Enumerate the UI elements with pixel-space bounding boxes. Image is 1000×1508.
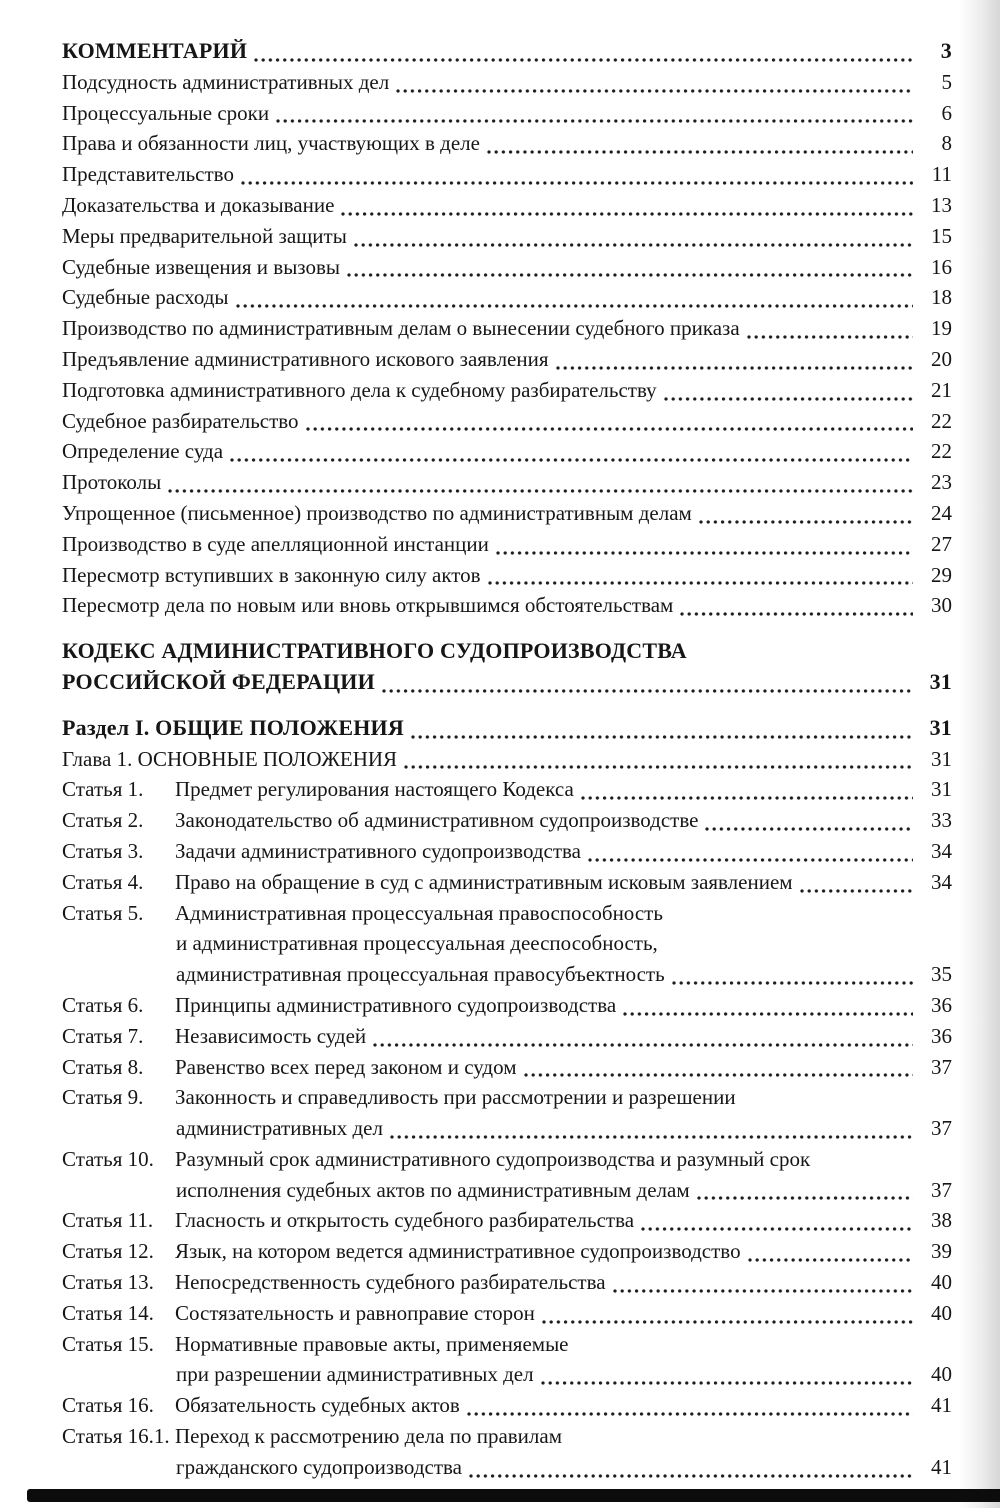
toc-section-razdel-1: [62, 713, 952, 1483]
toc: [62, 36, 952, 1483]
toc-page-number: 38: [931, 1208, 952, 1233]
toc-entry-number: Статья 12.: [62, 1239, 154, 1264]
toc-entry-title: Принципы административного судопроизводства: [175, 992, 617, 1017]
toc-entry-number: Статья 2.: [62, 808, 144, 833]
toc-entry-title: РОССИЙСКОЙ ФЕДЕРАЦИИ: [62, 668, 375, 694]
toc-entry-title: Протоколы: [62, 470, 162, 495]
toc-entry-title: Административная процессуальная правоспособность: [175, 900, 663, 925]
toc-entry-title: Процессуальные сроки: [62, 100, 270, 125]
toc-entry-title: Производство в суде апелляционной инстанции: [62, 531, 489, 556]
leader-dots: [705, 827, 913, 831]
toc-entry: [62, 1082, 952, 1144]
toc-page-number: 39: [931, 1239, 952, 1264]
leader-dots: [354, 243, 913, 247]
toc-entry-title: Подготовка административного дела к судебному разбирательству: [62, 377, 657, 402]
toc-page-number: 13: [931, 192, 952, 217]
toc-line: [62, 221, 952, 252]
toc-line: [62, 467, 952, 498]
toc-entry: [62, 375, 952, 406]
leader-dots: [672, 981, 913, 985]
toc-entry-title: и административная процессуальная дееспособность,: [176, 931, 658, 956]
toc-entry-title: Непосредственность судебного разбирательства: [175, 1270, 606, 1295]
leader-dots: [396, 89, 913, 93]
toc-entry-title: Пересмотр вступивших в законную силу актов: [62, 562, 481, 587]
leader-dots: [236, 304, 913, 308]
toc-entry: [62, 282, 952, 313]
toc-entry-title: Гласность и открытость судебного разбирательства: [175, 1208, 635, 1233]
toc-line: [62, 898, 952, 929]
toc-entry-title: Предъявление административного искового заявления: [62, 346, 549, 371]
toc-entry: [62, 313, 952, 344]
toc-line: [62, 1390, 952, 1421]
toc-entry: [62, 636, 952, 698]
toc-page-number: 27: [931, 531, 952, 556]
toc-line: [62, 805, 952, 836]
toc-entry-number: Статья 16.: [62, 1393, 154, 1418]
leader-dots: [347, 273, 913, 277]
toc-line: [62, 252, 952, 283]
leader-dots: [254, 58, 913, 62]
toc-entry: [62, 344, 952, 375]
toc-entry: [62, 98, 952, 129]
toc-entry: [62, 836, 952, 867]
toc-page-number: 29: [931, 562, 952, 587]
toc-line: [62, 1113, 952, 1144]
leader-dots: [541, 1381, 913, 1385]
toc-page-number: 40: [931, 1270, 952, 1295]
toc-line: [62, 1205, 952, 1236]
toc-entry-number: Статья 1.: [62, 777, 144, 802]
scan-bottom-bar: [27, 1489, 1000, 1502]
toc-entry-number: Статья 6.: [62, 992, 144, 1017]
toc-entry: [62, 1390, 952, 1421]
toc-entry-title: Язык, на котором ведется административное судопроизводство: [175, 1239, 741, 1264]
toc-entry-title: Обязательность судебных актов: [175, 1393, 460, 1418]
leader-dots: [542, 1320, 913, 1324]
toc-entry-title: Законность и справедливость при рассмотрении и разрешении: [175, 1085, 736, 1110]
toc-entry-title: Разумный срок административного судопроизводства и разумный срок: [175, 1146, 811, 1171]
toc-entry: [62, 744, 952, 775]
leader-dots: [641, 1227, 913, 1231]
toc-line: [62, 190, 952, 221]
toc-entry-title: исполнения судебных актов по административным делам: [176, 1177, 690, 1202]
toc-entry-title: административная процессуальная правосубъектность: [176, 962, 665, 987]
toc-entry-title: административных дел: [176, 1116, 383, 1141]
leader-dots: [276, 119, 913, 123]
toc-page-number: 40: [931, 1300, 952, 1325]
page-edge-shadow: [958, 0, 1000, 1508]
toc-entry-title: КОДЕКС АДМИНИСТРАТИВНОГО СУДОПРОИЗВОДСТВА: [62, 638, 687, 664]
leader-dots: [699, 520, 913, 524]
leader-dots: [664, 397, 913, 401]
toc-entry: [62, 67, 952, 98]
leader-dots: [496, 551, 913, 555]
toc-line: [62, 1144, 952, 1175]
toc-page-number: 30: [931, 593, 952, 618]
toc-page-number: 21: [931, 377, 952, 402]
toc-entry-title: Законодательство об административном судопроизводстве: [175, 808, 699, 833]
toc-line: [62, 713, 952, 744]
leader-dots: [556, 366, 913, 370]
toc-line: [62, 1267, 952, 1298]
leader-dots: [487, 150, 913, 154]
toc-entry: [62, 1236, 952, 1267]
toc-entry-title: Состязательность и равноправие сторон: [175, 1300, 535, 1325]
toc-line: [62, 867, 952, 898]
toc-line: [62, 67, 952, 98]
toc-line: [62, 36, 952, 67]
toc-entry: [62, 529, 952, 560]
leader-dots: [680, 612, 913, 616]
toc-line: [62, 1421, 952, 1452]
leader-dots: [390, 1135, 913, 1139]
toc-entry-number: Статья 9.: [62, 1085, 144, 1110]
toc-line: [62, 1329, 952, 1360]
toc-entry-number: Статья 3.: [62, 838, 144, 863]
toc-page-number: 3: [940, 38, 952, 63]
toc-entry-title: Доказательства и доказывание: [62, 192, 335, 217]
toc-entry: [62, 1298, 952, 1329]
leader-dots: [748, 1258, 913, 1262]
toc-entry-number: Статья 16.1.: [62, 1424, 170, 1449]
toc-line: [62, 1082, 952, 1113]
toc-entry: [62, 590, 952, 621]
toc-entry-number: Статья 11.: [62, 1208, 154, 1233]
toc-entry-number: Статья 7.: [62, 1023, 144, 1048]
toc-page-number: 6: [941, 100, 952, 125]
toc-entry-title: Независимость судей: [175, 1023, 367, 1048]
toc-entry: [62, 1205, 952, 1236]
toc-entry: [62, 805, 952, 836]
toc-entry: [62, 1267, 952, 1298]
toc-page-number: 24: [931, 500, 952, 525]
toc-page-number: 37: [931, 1054, 952, 1079]
toc-entry-title: Право на обращение в суд с административным исковым заявлением: [175, 869, 793, 894]
toc-line: [62, 990, 952, 1021]
toc-entry: [62, 867, 952, 898]
toc-line: [62, 498, 952, 529]
toc-entry: [62, 406, 952, 437]
toc-page-number: 36: [931, 992, 952, 1017]
toc-entry: [62, 436, 952, 467]
leader-dots: [411, 735, 913, 739]
toc-line: [62, 128, 952, 159]
toc-line: [62, 529, 952, 560]
toc-page-number: 41: [931, 1393, 952, 1418]
toc-page-number: 31: [931, 777, 952, 802]
toc-entry: [62, 774, 952, 805]
toc-entry: [62, 159, 952, 190]
leader-dots: [241, 181, 913, 185]
toc-line: [62, 774, 952, 805]
toc-page-number: 11: [931, 162, 952, 187]
leader-dots: [404, 765, 913, 769]
toc-line: [62, 1359, 952, 1390]
toc-line: [62, 375, 952, 406]
toc-line: [62, 1175, 952, 1206]
toc-page-number: 31: [929, 668, 952, 694]
leader-dots: [800, 889, 913, 893]
toc-entry-number: Статья 15.: [62, 1331, 154, 1356]
leader-dots: [697, 1196, 913, 1200]
toc-entry: [62, 252, 952, 283]
toc-page-number: 31: [929, 714, 952, 740]
toc-entry: [62, 221, 952, 252]
toc-page-number: 34: [931, 838, 952, 863]
toc-line: [62, 590, 952, 621]
toc-section-commentary: [62, 36, 952, 621]
toc-entry: [62, 1421, 952, 1483]
toc-entry-title: Представительство: [62, 162, 234, 187]
toc-page-number: 15: [931, 223, 952, 248]
toc-line: [62, 98, 952, 129]
toc-line: [62, 744, 952, 775]
leader-dots: [588, 858, 913, 862]
toc-page-number: 41: [931, 1454, 952, 1479]
toc-page-number: 5: [941, 69, 952, 94]
toc-page-number: 20: [931, 346, 952, 371]
toc-entry: [62, 898, 952, 990]
toc-line: [62, 1052, 952, 1083]
toc-page-number: 31: [931, 746, 952, 771]
toc-entry-number: Статья 8.: [62, 1054, 144, 1079]
leader-dots: [623, 1012, 913, 1016]
toc-entry-title: КОММЕНТАРИЙ: [62, 38, 248, 63]
toc-entry-number: Статья 5.: [62, 900, 144, 925]
toc-entry-title: Нормативные правовые акты, применяемые: [175, 1331, 569, 1356]
leader-dots: [382, 689, 913, 693]
leader-dots: [613, 1289, 913, 1293]
toc-entry: [62, 1329, 952, 1391]
toc-entry-title: гражданского судопроизводства: [176, 1454, 462, 1479]
toc-page-number: 40: [931, 1362, 952, 1387]
leader-dots: [747, 335, 913, 339]
toc-page-number: 22: [931, 408, 952, 433]
toc-entry: [62, 990, 952, 1021]
toc-line: [62, 313, 952, 344]
toc-entry-title: Судебные расходы: [62, 285, 229, 310]
toc-entry-title: Раздел I. ОБЩИЕ ПОЛОЖЕНИЯ: [62, 714, 404, 740]
toc-page-number: 19: [931, 316, 952, 341]
toc-entry-title: Определение суда: [62, 439, 224, 464]
toc-entry-title: Судебное разбирательство: [62, 408, 299, 433]
toc-entry-title: Переход к рассмотрению дела по правилам: [175, 1424, 563, 1449]
toc-page-number: 37: [931, 1177, 952, 1202]
toc-line: [62, 836, 952, 867]
toc-line: [62, 406, 952, 437]
leader-dots: [467, 1412, 913, 1416]
toc-entry-title: Пересмотр дела по новым или вновь открывшимся обстоятельствам: [62, 593, 674, 618]
toc-page-number: 36: [931, 1023, 952, 1048]
toc-entry-title: при разрешении административных дел: [176, 1362, 534, 1387]
toc-entry-title: Задачи административного судопроизводства: [175, 838, 581, 863]
toc-entry: [62, 1021, 952, 1052]
toc-entry: [62, 1052, 952, 1083]
toc-line: [62, 560, 952, 591]
toc-entry-title: Глава 1. ОСНОВНЫЕ ПОЛОЖЕНИЯ: [62, 746, 398, 771]
toc-page-number: 22: [931, 439, 952, 464]
toc-entry-title: Предмет регулирования настоящего Кодекса: [175, 777, 574, 802]
toc-entry-title: Равенство всех перед законом и судом: [175, 1054, 517, 1079]
toc-entry-title: Меры предварительной защиты: [62, 223, 347, 248]
toc-entry: [62, 467, 952, 498]
toc-line: [62, 159, 952, 190]
toc-page-number: 33: [931, 808, 952, 833]
toc-entry-number: Статья 4.: [62, 869, 144, 894]
toc-entry-title: Подсудность административных дел: [62, 69, 390, 94]
toc-page-number: 16: [931, 254, 952, 279]
toc-entry-title: Упрощенное (письменное) производство по административным делам: [62, 500, 692, 525]
toc-section-code-heading: [62, 636, 952, 698]
toc-line: [62, 928, 952, 959]
toc-page-number: 35: [931, 962, 952, 987]
toc-entry: [62, 128, 952, 159]
toc-line: [62, 1236, 952, 1267]
toc-entry: [62, 713, 952, 744]
toc-entry-title: Судебные извещения и вызовы: [62, 254, 341, 279]
toc-line: [62, 436, 952, 467]
toc-entry-title: Производство по административным делам о вынесении судебного приказа: [62, 316, 740, 341]
toc-entry-number: Статья 14.: [62, 1300, 154, 1325]
toc-entry-title: Права и обязанности лиц, участвующих в деле: [62, 131, 480, 156]
toc-line: [62, 636, 952, 667]
toc-page-number: 34: [931, 869, 952, 894]
toc-line: [62, 667, 952, 698]
toc-line: [62, 1298, 952, 1329]
leader-dots: [581, 796, 913, 800]
toc-entry: [62, 36, 952, 67]
toc-line: [62, 959, 952, 990]
toc-page-number: 23: [931, 470, 952, 495]
leader-dots: [488, 581, 913, 585]
leader-dots: [306, 427, 913, 431]
toc-page-number: 37: [931, 1116, 952, 1141]
toc-entry-number: Статья 10.: [62, 1146, 154, 1171]
toc-entry: [62, 190, 952, 221]
toc-line: [62, 282, 952, 313]
leader-dots: [469, 1474, 913, 1478]
toc-page-number: 8: [941, 131, 952, 156]
leader-dots: [524, 1073, 914, 1077]
leader-dots: [230, 458, 913, 462]
toc-line: [62, 1452, 952, 1483]
toc-line: [62, 344, 952, 375]
leader-dots: [373, 1043, 913, 1047]
toc-entry: [62, 498, 952, 529]
leader-dots: [341, 212, 913, 216]
toc-entry: [62, 1144, 952, 1206]
leader-dots: [168, 489, 913, 493]
toc-entry-number: Статья 13.: [62, 1270, 154, 1295]
toc-page-number: 18: [931, 285, 952, 310]
toc-line: [62, 1021, 952, 1052]
toc-entry: [62, 560, 952, 591]
